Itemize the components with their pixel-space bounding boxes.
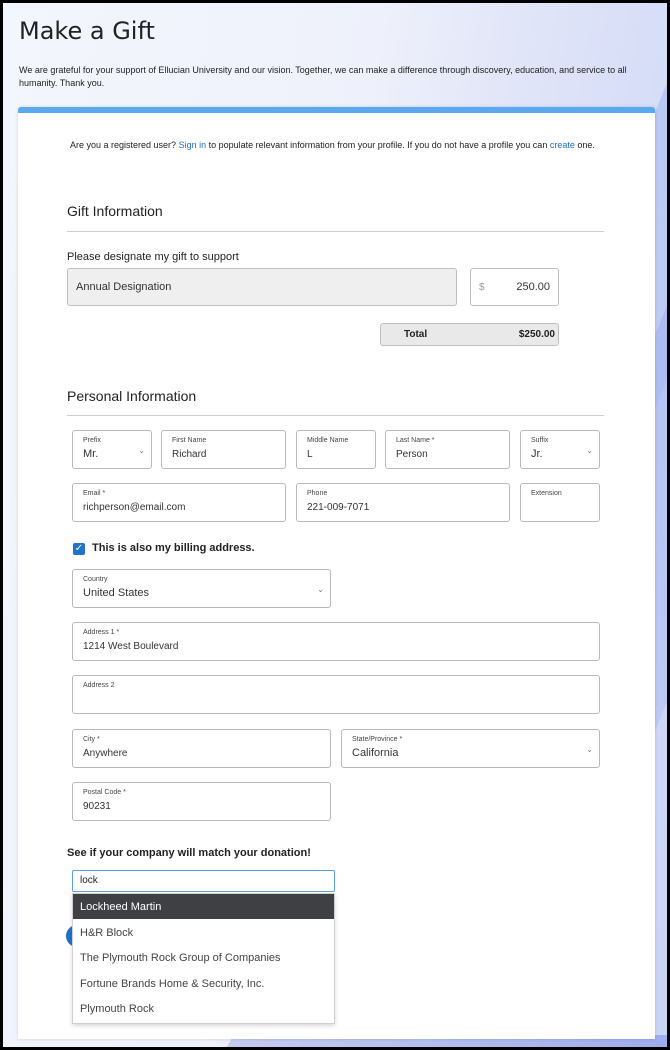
divider xyxy=(67,231,604,232)
first-name-field[interactable]: First Name Richard xyxy=(161,430,286,469)
chevron-down-icon: ⌄ xyxy=(586,446,593,455)
suffix-select[interactable]: Suffix Jr. ⌄ xyxy=(520,430,600,469)
page-title: Make a Gift xyxy=(19,17,155,45)
section-title-personal: Personal Information xyxy=(67,388,197,404)
phone-field[interactable]: Phone 221-009-7071 xyxy=(296,483,510,522)
currency-symbol: $ xyxy=(479,282,485,293)
extension-field[interactable]: Extension xyxy=(520,483,600,522)
suggestion-item[interactable]: Lockheed Martin xyxy=(73,894,334,919)
page-background xyxy=(3,3,667,1047)
company-match-title: See if your company will match your donation! xyxy=(67,847,311,859)
sign-in-link[interactable]: Sign in xyxy=(178,140,207,150)
last-name-field[interactable]: Last Name * Person xyxy=(385,430,510,469)
create-profile-link[interactable]: create xyxy=(549,140,575,150)
designate-label: Please designate my gift to support xyxy=(67,251,239,263)
address1-field[interactable]: Address 1 * 1214 West Boulevard xyxy=(72,622,600,661)
country-select[interactable]: Country United States ⌄ xyxy=(72,569,331,608)
billing-address-checkbox[interactable] xyxy=(73,543,85,555)
amount-value: 250.00 xyxy=(516,281,550,293)
city-field[interactable]: City * Anywhere xyxy=(72,729,331,768)
company-search-input[interactable]: lock xyxy=(72,870,335,892)
intro-text: We are grateful for your support of Ellucian University and our vision. Together, we can make a difference through discovery, education, and service to all humanity. Thank you. xyxy=(19,65,627,88)
total-box xyxy=(380,323,559,346)
company-suggestions-dropdown xyxy=(72,893,335,1024)
middle-name-field[interactable]: Middle Name L xyxy=(296,430,376,469)
check-icon: ✓ xyxy=(74,543,84,554)
postal-code-field[interactable]: Postal Code * 90231 xyxy=(72,782,331,821)
address2-field[interactable]: Address 2 xyxy=(72,675,600,714)
suggestion-item[interactable]: Plymouth Rock xyxy=(80,1003,154,1015)
suggestion-item[interactable]: The Plymouth Rock Group of Companies xyxy=(80,952,281,964)
chevron-down-icon: ⌄ xyxy=(586,745,593,754)
total-value: $250.00 xyxy=(518,329,555,340)
chevron-down-icon: ⌄ xyxy=(138,446,145,455)
billing-address-label: This is also my billing address. xyxy=(92,542,255,554)
email-field[interactable]: Email * richperson@email.com xyxy=(72,483,286,522)
state-select[interactable]: State/Province * California ⌄ xyxy=(341,729,600,768)
registration-notice: Are you a registered user? Sign in to populate relevant information from your profile. If you do not have a profile you can create one. xyxy=(70,140,595,150)
amount-input[interactable] xyxy=(470,268,559,306)
prefix-select[interactable]: Prefix Mr. ⌄ xyxy=(72,430,152,469)
total-label: Total xyxy=(404,329,428,340)
designation-field[interactable]: Annual Designation xyxy=(67,268,457,306)
chevron-down-icon: ⌄ xyxy=(317,585,324,594)
gift-form-card xyxy=(18,107,655,1039)
suggestion-item[interactable]: H&R Block xyxy=(80,926,134,939)
divider xyxy=(67,415,604,416)
section-title-gift: Gift Information xyxy=(67,203,163,219)
suggestion-item[interactable]: Fortune Brands Home & Security, Inc. xyxy=(80,977,265,990)
